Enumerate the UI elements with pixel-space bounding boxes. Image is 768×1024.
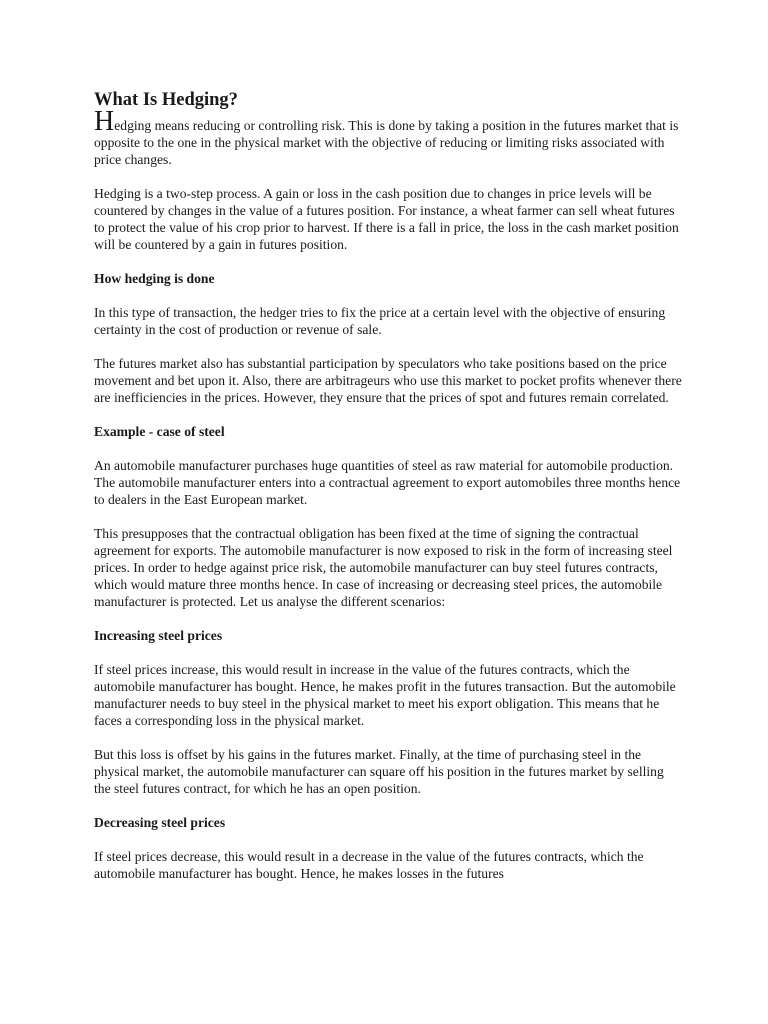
heading-decreasing-prices: Decreasing steel prices	[94, 815, 226, 830]
drop-cap: H	[94, 106, 115, 137]
page-title: What Is Hedging?	[94, 90, 238, 110]
paragraph-obligation: This presupposes that the contractual obligation has been fixed at the time of signing the contractual agreement for exports. The automobile manufacturer is now exposed to risk in the form of increasing steel prices. In order to hedge against price risk, the automobile manufacturer can buy steel futures contracts, which would mature three months hence. In case of increasing or decreasing steel prices, the automobile manufacturer is protected. Let us analyse the different scenarios:	[94, 526, 673, 609]
paragraph-automobile: An automobile manufacturer purchases huge quantities of steel as raw material for automobile production. The automobile manufacturer enters into a contractual agreement to export automobiles three months hence to dealers in the East European market.	[94, 458, 681, 507]
paragraph-decrease: If steel prices decrease, this would result in a decrease in the value of the futures contracts, which the automobile manufacturer has bought. Hence, he makes losses in the futures	[94, 849, 644, 881]
intro-text: edging means reducing or controlling risk. This is done by taking a position in the futures market that is opposite to the one in the physical market with the objective of reducing or limiting risks associated with price changes.	[94, 118, 679, 167]
paragraph-two-step: Hedging is a two-step process. A gain or loss in the cash position due to changes in price levels will be countered by changes in the value of a futures position. For instance, a wheat farmer can sell wheat futures to protect the value of his crop prior to harvest. If there is a fall in price, the loss in the cash market position will be countered by a gain in futures position.	[94, 186, 679, 252]
paragraph-transaction: In this type of transaction, the hedger tries to fix the price at a certain level with the objective of ensuring certainty in the cost of production or revenue of sale.	[94, 305, 666, 337]
heading-example-steel: Example - case of steel	[94, 424, 225, 439]
paragraph-increase: If steel prices increase, this would result in increase in the value of the futures contracts, which the automobile manufacturer has bought. Hence, he makes profit in the futures transaction. But the automobile manufacturer needs to buy steel in the physical market to meet his export obligation. This means that he faces a corresponding loss in the physical market.	[94, 662, 676, 728]
heading-increasing-prices: Increasing steel prices	[94, 628, 223, 643]
paragraph-speculators: The futures market also has substantial participation by speculators who take positions based on the price movement and bet upon it. Also, there are arbitrageurs who use this market to pocket profits whenever there are inefficiencies in the prices. However, they ensure that the prices of spot and futures remain correlated.	[94, 356, 682, 405]
heading-how-hedging-done: How hedging is done	[94, 271, 215, 286]
paragraph-offset: But this loss is offset by his gains in the futures market. Finally, at the time of purchasing steel in the physical market, the automobile manufacturer can square off his position in the futures market by selling the steel futures contract, for which he has an open position.	[94, 747, 664, 796]
intro-paragraph	[94, 106, 682, 168]
